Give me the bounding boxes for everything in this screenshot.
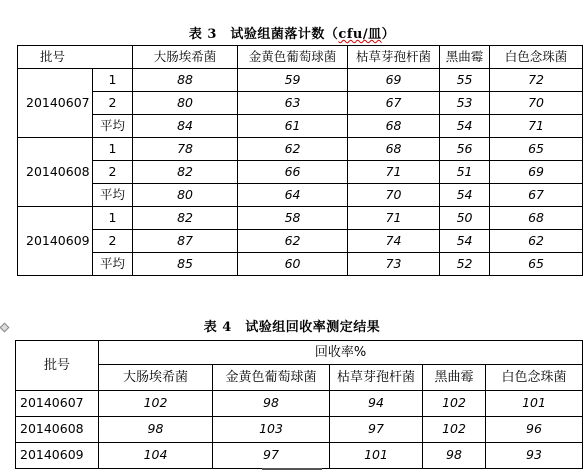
table4-header-col: 枯草芽孢杆菌 [330,365,423,391]
table4-header-col: 白色念珠菌 [486,365,583,391]
table-row [18,161,583,184]
count-cell: 82 [133,161,238,184]
replicate-label: 1 [93,138,133,161]
table4-header-col: 黑曲霉 [423,365,486,391]
replicate-label: 2 [93,230,133,253]
recovery-cell: 94 [330,391,423,417]
count-cell: 73 [348,253,440,276]
count-cell: 54 [440,115,490,138]
recovery-cell: 98 [213,391,330,417]
replicate-label: 平均 [93,115,133,138]
count-cell: 71 [348,207,440,230]
count-cell: 58 [238,207,348,230]
count-cell: 80 [133,184,238,207]
count-cell: 69 [348,69,440,92]
table-row [16,443,583,469]
batch-cell: 20140609 [16,443,99,469]
replicate-label: 1 [93,207,133,230]
table3-caption [0,23,584,42]
table-row [18,207,583,230]
count-cell: 78 [133,138,238,161]
count-cell: 88 [133,69,238,92]
table3-header-row [18,46,583,69]
count-cell: 61 [238,115,348,138]
table3 [17,45,583,276]
count-cell: 80 [133,92,238,115]
count-cell: 68 [490,207,583,230]
table3-header-batch: 批号 [18,46,133,69]
recovery-cell: 103 [213,417,330,443]
recovery-cell: 97 [330,417,423,443]
count-cell: 55 [440,69,490,92]
count-cell: 53 [440,92,490,115]
recovery-cell: 96 [486,417,583,443]
table-row [18,115,583,138]
count-cell: 56 [440,138,490,161]
count-cell: 84 [133,115,238,138]
table3-header-col: 黑曲霉 [440,46,490,69]
count-cell: 60 [238,253,348,276]
count-cell: 54 [440,184,490,207]
table-row [18,253,583,276]
count-cell: 70 [490,92,583,115]
replicate-label: 平均 [93,184,133,207]
table-row [18,184,583,207]
recovery-cell: 102 [99,391,213,417]
table4-header-group: 回收率% [99,341,583,365]
count-cell: 71 [490,115,583,138]
replicate-label: 2 [93,92,133,115]
count-cell: 64 [238,184,348,207]
count-cell: 50 [440,207,490,230]
count-cell: 66 [238,161,348,184]
count-cell: 51 [440,161,490,184]
count-cell: 65 [490,253,583,276]
batch-cell: 20140607 [18,69,93,138]
count-cell: 62 [238,230,348,253]
table4-caption: 表 4 试验组回收率测定结果 [203,320,381,335]
divider [262,468,322,470]
count-cell: 74 [348,230,440,253]
table-row [16,391,583,417]
batch-cell: 20140608 [18,138,93,207]
table3-caption-suffix: ） [381,27,396,42]
count-cell: 68 [348,138,440,161]
count-cell: 87 [133,230,238,253]
count-cell: 69 [490,161,583,184]
count-cell: 85 [133,253,238,276]
table3-header-col: 大肠埃希菌 [133,46,238,69]
table-row [18,138,583,161]
table3-caption-unit: cfu/皿 [338,27,382,42]
replicate-label: 1 [93,69,133,92]
recovery-cell: 93 [486,443,583,469]
batch-cell: 20140607 [16,391,99,417]
table3-header-col: 枯草芽孢杆菌 [348,46,440,69]
table3-caption-prefix: 表 3 试验组菌落计数（ [188,27,339,42]
count-cell: 71 [348,161,440,184]
recovery-cell: 98 [423,443,486,469]
table3-header-col: 金黄色葡萄球菌 [238,46,348,69]
table-row [16,417,583,443]
count-cell: 59 [238,69,348,92]
table-row [18,92,583,115]
count-cell: 52 [440,253,490,276]
table3-header-col: 白色念珠菌 [490,46,583,69]
table4-header-col: 大肠埃希菌 [99,365,213,391]
batch-cell: 20140608 [16,417,99,443]
count-cell: 68 [348,115,440,138]
count-cell: 67 [348,92,440,115]
recovery-cell: 97 [213,443,330,469]
recovery-cell: 101 [330,443,423,469]
batch-cell: 20140609 [18,207,93,276]
count-cell: 65 [490,138,583,161]
recovery-cell: 104 [99,443,213,469]
replicate-label: 2 [93,161,133,184]
count-cell: 70 [348,184,440,207]
count-cell: 72 [490,69,583,92]
count-cell: 82 [133,207,238,230]
table4 [15,340,583,469]
table4-subheader-row [16,365,583,391]
table-row [18,69,583,92]
table4-header-batch: 批号 [16,341,99,391]
table4-header-row [16,341,583,365]
table4-header-col: 金黄色葡萄球菌 [213,365,330,391]
count-cell: 63 [238,92,348,115]
replicate-label: 平均 [93,253,133,276]
table-row [18,230,583,253]
count-cell: 62 [238,138,348,161]
recovery-cell: 102 [423,391,486,417]
recovery-cell: 101 [486,391,583,417]
count-cell: 54 [440,230,490,253]
recovery-cell: 98 [99,417,213,443]
count-cell: 62 [490,230,583,253]
recovery-cell: 102 [423,417,486,443]
count-cell: 67 [490,184,583,207]
